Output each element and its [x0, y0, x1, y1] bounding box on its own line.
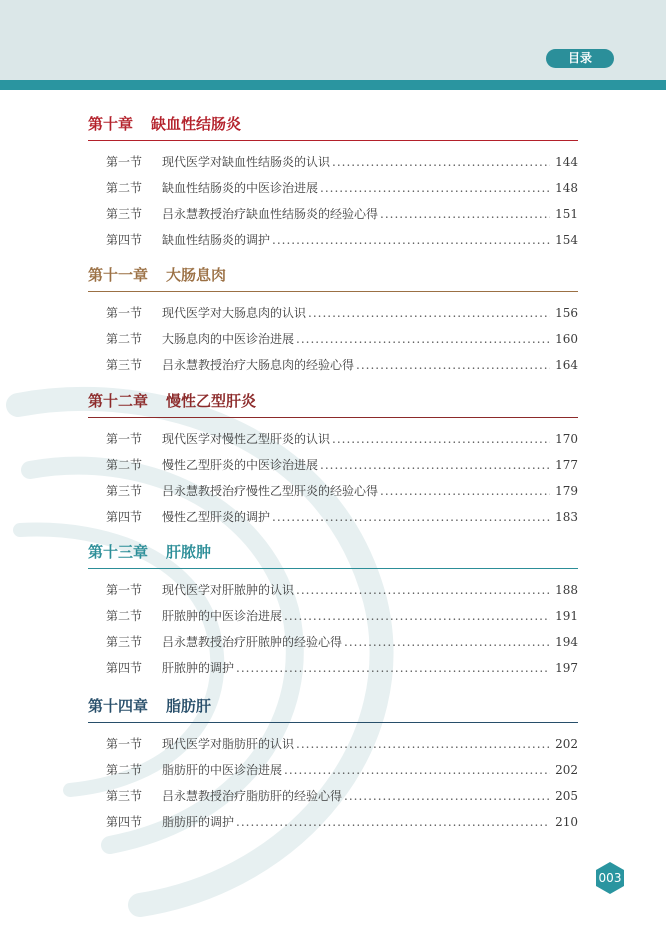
chapter-heading[interactable] — [88, 112, 578, 141]
section-number: 第三节 — [106, 484, 143, 498]
chapter-title: 脂肪肝 — [166, 697, 212, 715]
chapter-block — [88, 112, 578, 253]
toc-entry[interactable] — [88, 352, 578, 378]
page-number: 197 — [555, 661, 578, 675]
section-number: 第四节 — [106, 815, 143, 829]
toc-entry[interactable] — [88, 175, 578, 201]
toc-entry[interactable] — [88, 655, 578, 681]
toc-entry[interactable] — [88, 577, 578, 603]
page-number: 205 — [555, 789, 578, 803]
section-number: 第三节 — [106, 207, 143, 221]
header-band — [0, 0, 666, 80]
section-number: 第二节 — [106, 609, 143, 623]
toc-entry[interactable] — [88, 603, 578, 629]
page-number: 144 — [555, 155, 578, 169]
page-number: 160 — [555, 332, 578, 346]
chapter-number: 第十一章 — [88, 266, 149, 284]
section-number: 第三节 — [106, 358, 143, 372]
page-number: 148 — [555, 181, 578, 195]
section-number: 第一节 — [106, 306, 143, 320]
toc-entry[interactable] — [88, 227, 578, 253]
page-number: 188 — [555, 583, 578, 597]
section-title: 缺血性结肠炎的调护 — [162, 233, 271, 247]
section-title: 大肠息肉的中医诊治进展 — [162, 332, 295, 346]
dot-leader — [284, 603, 550, 629]
dot-leader — [332, 149, 550, 175]
toc-tab: 目录 — [546, 49, 614, 68]
toc-entry[interactable] — [88, 504, 578, 530]
page-number: 191 — [555, 609, 578, 623]
page-number: 194 — [555, 635, 578, 649]
dot-leader — [380, 201, 550, 227]
section-number: 第二节 — [106, 332, 143, 346]
dot-leader — [296, 577, 550, 603]
toc-entry[interactable] — [88, 326, 578, 352]
section-number: 第一节 — [106, 583, 143, 597]
chapter-title: 大肠息肉 — [166, 266, 227, 284]
section-title: 吕永慧教授治疗缺血性结肠炎的经验心得 — [162, 207, 379, 221]
chapter-heading[interactable] — [88, 263, 578, 292]
toc-entry[interactable] — [88, 757, 578, 783]
chapter-block — [88, 694, 578, 835]
chapter-block — [88, 389, 578, 530]
toc-entry[interactable] — [88, 426, 578, 452]
toc-entry[interactable] — [88, 731, 578, 757]
section-title: 吕永慧教授治疗肝脓肿的经验心得 — [162, 635, 343, 649]
footer-page-number: 003 — [598, 871, 622, 885]
dot-leader — [308, 300, 550, 326]
dot-leader — [296, 326, 550, 352]
toc-entry[interactable] — [88, 478, 578, 504]
page-number: 210 — [555, 815, 578, 829]
toc-entry[interactable] — [88, 149, 578, 175]
section-number: 第一节 — [106, 432, 143, 446]
section-title: 现代医学对缺血性结肠炎的认识 — [162, 155, 331, 169]
chapter-heading[interactable] — [88, 540, 578, 569]
section-title: 肝脓肿的中医诊治进展 — [162, 609, 283, 623]
section-number: 第三节 — [106, 789, 143, 803]
chapter-number: 第十二章 — [88, 392, 149, 410]
section-number: 第一节 — [106, 737, 143, 751]
chapter-title: 肝脓肿 — [166, 543, 212, 561]
section-title: 吕永慧教授治疗脂肪肝的经验心得 — [162, 789, 343, 803]
dot-leader — [356, 352, 550, 378]
chapter-heading[interactable] — [88, 389, 578, 418]
page-number: 183 — [555, 510, 578, 524]
chapter-title: 缺血性结肠炎 — [151, 115, 242, 133]
page-number: 177 — [555, 458, 578, 472]
section-title: 脂肪肝的调护 — [162, 815, 235, 829]
toc-entry[interactable] — [88, 783, 578, 809]
chapter-number: 第十章 — [88, 115, 134, 133]
page-number: 179 — [555, 484, 578, 498]
toc-entry[interactable] — [88, 809, 578, 835]
dot-leader — [236, 809, 550, 835]
page-number: 202 — [555, 763, 578, 777]
section-title: 现代医学对肝脓肿的认识 — [162, 583, 295, 597]
dot-leader — [344, 629, 550, 655]
section-title: 缺血性结肠炎的中医诊治进展 — [162, 181, 319, 195]
toc-entry[interactable] — [88, 452, 578, 478]
header-stripe — [0, 80, 666, 90]
chapter-number: 第十四章 — [88, 697, 149, 715]
chapter-block — [88, 263, 578, 378]
section-number: 第二节 — [106, 763, 143, 777]
section-number: 第一节 — [106, 155, 143, 169]
section-number: 第四节 — [106, 661, 143, 675]
section-title: 现代医学对大肠息肉的认识 — [162, 306, 307, 320]
section-title: 慢性乙型肝炎的调护 — [162, 510, 271, 524]
dot-leader — [320, 452, 550, 478]
dot-leader — [380, 478, 550, 504]
page-number: 151 — [555, 207, 578, 221]
page-number: 154 — [555, 233, 578, 247]
dot-leader — [272, 227, 550, 253]
dot-leader — [332, 426, 550, 452]
page-number: 164 — [555, 358, 578, 372]
page-number: 156 — [555, 306, 578, 320]
section-title: 吕永慧教授治疗大肠息肉的经验心得 — [162, 358, 355, 372]
page-number: 202 — [555, 737, 578, 751]
section-number: 第二节 — [106, 181, 143, 195]
chapter-block — [88, 540, 578, 681]
dot-leader — [320, 175, 550, 201]
chapter-heading[interactable] — [88, 694, 578, 723]
dot-leader — [344, 783, 550, 809]
section-title: 肝脓肿的调护 — [162, 661, 235, 675]
section-number: 第二节 — [106, 458, 143, 472]
section-number: 第三节 — [106, 635, 143, 649]
section-title: 慢性乙型肝炎的中医诊治进展 — [162, 458, 319, 472]
page-number-badge — [593, 861, 627, 895]
dot-leader — [296, 731, 550, 757]
toc-entry[interactable] — [88, 201, 578, 227]
page-number: 170 — [555, 432, 578, 446]
section-number: 第四节 — [106, 233, 143, 247]
dot-leader — [284, 757, 550, 783]
chapter-number: 第十三章 — [88, 543, 149, 561]
section-number: 第四节 — [106, 510, 143, 524]
dot-leader — [272, 504, 550, 530]
toc-entry[interactable] — [88, 629, 578, 655]
section-title: 脂肪肝的中医诊治进展 — [162, 763, 283, 777]
section-title: 现代医学对脂肪肝的认识 — [162, 737, 295, 751]
chapter-title: 慢性乙型肝炎 — [166, 392, 257, 410]
toc-entry[interactable] — [88, 300, 578, 326]
dot-leader — [236, 655, 550, 681]
section-title: 吕永慧教授治疗慢性乙型肝炎的经验心得 — [162, 484, 379, 498]
section-title: 现代医学对慢性乙型肝炎的认识 — [162, 432, 331, 446]
